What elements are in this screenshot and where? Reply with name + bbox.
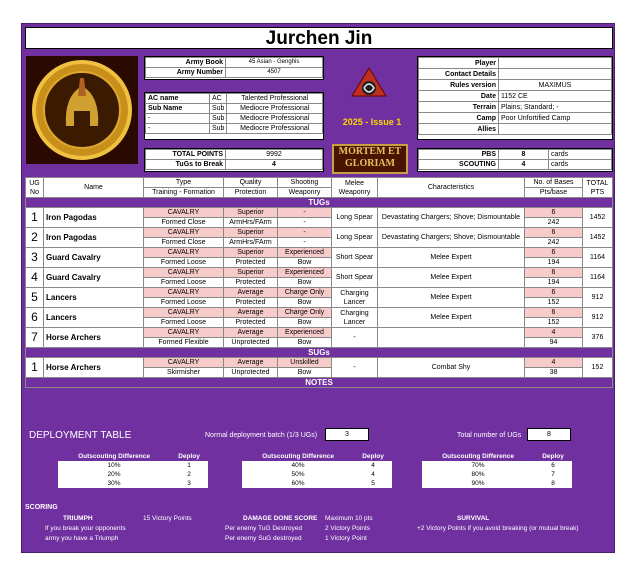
unit-total: 152 xyxy=(583,358,613,378)
ac-box xyxy=(144,92,324,140)
unit-type: CAVALRY xyxy=(144,268,224,278)
unit-name: Lancers xyxy=(44,308,144,328)
deployment-group xyxy=(58,452,208,488)
col-melee: Melee Weaponry xyxy=(332,178,378,198)
unit-total: 1452 xyxy=(583,228,613,248)
damage-title: DAMAGE DONE SCORE xyxy=(243,515,318,522)
unit-bases: 6 xyxy=(525,208,583,218)
unit-row xyxy=(26,308,613,318)
unit-row xyxy=(26,248,613,258)
spartan-helmet-logo xyxy=(26,56,138,164)
unit-row xyxy=(26,288,613,298)
deploy-value: 3 xyxy=(170,479,208,488)
deployment-group xyxy=(242,452,392,488)
points-box xyxy=(144,148,324,172)
col-bases2: Pts/base xyxy=(525,188,583,198)
info-value xyxy=(499,69,612,80)
ac-name: AC name xyxy=(146,94,210,104)
unit-pts-per-base: 152 xyxy=(525,298,583,308)
info-row xyxy=(419,124,612,135)
info-label: Allies xyxy=(419,124,499,135)
ac-row xyxy=(146,104,323,114)
unit-formation: Formed Loose xyxy=(144,278,224,288)
deployment-row xyxy=(58,479,208,488)
batch-label: Normal deployment batch (1/3 UGs) xyxy=(205,432,318,439)
unit-protection: Unprotected xyxy=(224,338,278,348)
deployment-row xyxy=(422,461,572,470)
col-name: Name xyxy=(44,178,144,198)
pbs-unit: cards xyxy=(549,150,612,160)
unit-total: 1452 xyxy=(583,208,613,228)
info-row xyxy=(419,58,612,69)
unit-row xyxy=(26,208,613,218)
army-book-value: 45 Asian - Genghis xyxy=(226,58,323,68)
survival-title: SURVIVAL xyxy=(457,515,490,522)
unit-melee: Long Spear xyxy=(332,208,378,228)
unit-shooting: Experienced xyxy=(278,328,332,338)
ac-name: - xyxy=(146,114,210,124)
unit-total: 912 xyxy=(583,308,613,328)
outscouting-value: 30% xyxy=(58,479,170,488)
unit-characteristics: Melee Expert xyxy=(378,288,525,308)
unit-number: 3 xyxy=(26,248,44,268)
deployment-row xyxy=(242,470,392,479)
deployment-row xyxy=(422,479,572,488)
ac-name: - xyxy=(146,124,210,134)
unit-weaponry: Bow xyxy=(278,298,332,308)
outscouting-value: 50% xyxy=(242,470,354,479)
unit-melee: Charging Lancer xyxy=(332,288,378,308)
outscouting-value: 70% xyxy=(422,461,534,470)
ac-quality: Talented Professional xyxy=(227,94,323,104)
ac-quality: Mediocre Professional xyxy=(227,124,323,134)
deployment-row xyxy=(242,479,392,488)
unit-melee: Charging Lancer xyxy=(332,308,378,328)
total-ugs-value: 8 xyxy=(527,428,571,441)
cards-box xyxy=(417,148,613,172)
outscouting-header: Outscouting Difference xyxy=(422,452,534,461)
info-row xyxy=(419,91,612,102)
col-quality2: Protection xyxy=(224,188,278,198)
unit-bases: 6 xyxy=(525,308,583,318)
info-label: Player xyxy=(419,58,499,69)
unit-formation: Formed Loose xyxy=(144,318,224,328)
mortem-emblem-icon xyxy=(350,66,388,106)
unit-quality: Superior xyxy=(224,248,278,258)
unit-quality: Average xyxy=(224,308,278,318)
unit-melee: - xyxy=(332,358,378,378)
unit-shooting: Experienced xyxy=(278,248,332,258)
unit-number: 4 xyxy=(26,268,44,288)
unit-weaponry: Bow xyxy=(278,258,332,268)
unit-number: 5 xyxy=(26,288,44,308)
unit-weaponry: - xyxy=(278,218,332,228)
info-label: Date xyxy=(419,91,499,102)
outscouting-value: 40% xyxy=(242,461,354,470)
col-char: Characteristics xyxy=(378,178,525,198)
deployment-title: DEPLOYMENT TABLE xyxy=(29,430,132,441)
unit-formation: Formed Close xyxy=(144,218,224,228)
unit-shooting: - xyxy=(278,228,332,238)
unit-row xyxy=(26,228,613,238)
batch-value: 3 xyxy=(325,428,369,441)
info-value: Poor Unfortified Camp xyxy=(499,113,612,124)
unit-characteristics: Devastating Chargers; Shove; Dismountable xyxy=(378,208,525,228)
unit-quality: Average xyxy=(224,358,278,368)
info-label: Contact Details xyxy=(419,69,499,80)
unit-characteristics: Devastating Chargers; Shove; Dismountable xyxy=(378,228,525,248)
unit-protection: ArmHrs/FArm xyxy=(224,238,278,248)
info-label: Camp xyxy=(419,113,499,124)
info-value xyxy=(499,124,612,135)
deploy-value: 8 xyxy=(534,479,572,488)
damage-line-2: Per enemy SuG destroyed xyxy=(225,535,302,542)
mortem-logo-text: MORTEM ET GLORIAM xyxy=(338,146,402,169)
unit-total: 1164 xyxy=(583,248,613,268)
outscouting-value: 20% xyxy=(58,470,170,479)
unit-name: Horse Archers xyxy=(44,328,144,348)
unit-number: 1 xyxy=(26,358,44,378)
unit-melee: Short Spear xyxy=(332,248,378,268)
unit-type: CAVALRY xyxy=(144,248,224,258)
info-label: Terrain xyxy=(419,102,499,113)
ac-row xyxy=(146,114,323,124)
deploy-value: 4 xyxy=(354,470,392,479)
unit-name: Iron Pagodas xyxy=(44,228,144,248)
ac-row xyxy=(146,124,323,134)
unit-type: CAVALRY xyxy=(144,328,224,338)
unit-bases: 6 xyxy=(525,288,583,298)
unit-name: Guard Cavalry xyxy=(44,248,144,268)
tugs-to-break-value: 4 xyxy=(226,160,323,170)
unit-weaponry: Bow xyxy=(278,278,332,288)
deployment-group xyxy=(422,452,572,488)
unit-quality: Superior xyxy=(224,208,278,218)
info-value: MAXIMUS xyxy=(499,80,612,91)
scouting-value: 4 xyxy=(499,160,549,170)
triumph-title: TRIUMPH xyxy=(63,515,93,522)
info-value: 1152 CE xyxy=(499,91,612,102)
deployment-row xyxy=(242,461,392,470)
col-shooting2: Weaponry xyxy=(278,188,332,198)
unit-total: 376 xyxy=(583,328,613,348)
unit-number: 7 xyxy=(26,328,44,348)
unit-weaponry: Bow xyxy=(278,338,332,348)
unit-melee: Short Spear xyxy=(332,268,378,288)
page-title: Jurchen Jin xyxy=(25,27,613,49)
damage-line-1: Per enemy TuG Destroyed xyxy=(225,525,302,532)
unit-bases: 6 xyxy=(525,268,583,278)
army-book-box xyxy=(144,56,324,80)
outscouting-value: 90% xyxy=(422,479,534,488)
unit-quality: Average xyxy=(224,288,278,298)
unit-number: 2 xyxy=(26,228,44,248)
col-total: TOTAL PTS xyxy=(583,178,613,198)
triumph-line-2: army you have a Triumph xyxy=(45,535,119,542)
deploy-header: Deploy xyxy=(354,452,392,461)
unit-shooting: Experienced xyxy=(278,268,332,278)
unit-pts-per-base: 242 xyxy=(525,218,583,228)
unit-characteristics: Melee Expert xyxy=(378,308,525,328)
unit-formation: Formed Loose xyxy=(144,258,224,268)
notes-section-title: NOTES xyxy=(26,378,613,388)
pbs-label: PBS xyxy=(419,150,499,160)
unit-protection: Protected xyxy=(224,298,278,308)
unit-quality: Average xyxy=(224,328,278,338)
unit-melee: - xyxy=(332,328,378,348)
unit-pts-per-base: 152 xyxy=(525,318,583,328)
ac-quality: Mediocre Professional xyxy=(227,114,323,124)
ac-type: AC xyxy=(210,94,227,104)
deploy-value: 6 xyxy=(534,461,572,470)
unit-shooting: Charge Only xyxy=(278,308,332,318)
unit-bases: 4 xyxy=(525,328,583,338)
unit-quality: Superior xyxy=(224,268,278,278)
unit-pts-per-base: 194 xyxy=(525,258,583,268)
col-shooting: Shooting xyxy=(278,178,332,188)
ac-quality: Mediocre Professional xyxy=(227,104,323,114)
tugs-section-title: TUGs xyxy=(26,198,613,208)
info-row xyxy=(419,102,612,113)
outscouting-value: 80% xyxy=(422,470,534,479)
deploy-value: 1 xyxy=(170,461,208,470)
deploy-value: 7 xyxy=(534,470,572,479)
unit-melee: Long Spear xyxy=(332,228,378,248)
unit-bases: 6 xyxy=(525,228,583,238)
info-row xyxy=(419,80,612,91)
info-value xyxy=(499,58,612,69)
unit-formation: Skirmisher xyxy=(144,368,224,378)
outscouting-value: 10% xyxy=(58,461,170,470)
damage-max: Maximum 10 pts xyxy=(325,515,373,522)
unit-type: CAVALRY xyxy=(144,288,224,298)
outscouting-header: Outscouting Difference xyxy=(58,452,170,461)
total-ugs-label: Total number of UGs xyxy=(457,432,522,439)
unit-formation: Formed Flexible xyxy=(144,338,224,348)
unit-formation: Formed Close xyxy=(144,238,224,248)
unit-formation: Formed Loose xyxy=(144,298,224,308)
deploy-header: Deploy xyxy=(170,452,208,461)
unit-weaponry: Bow xyxy=(278,318,332,328)
triumph-line-1: If you break your opponents xyxy=(45,525,126,532)
damage-value-1: 2 Victory Points xyxy=(325,525,371,532)
deploy-value: 4 xyxy=(354,461,392,470)
survival-text: +2 Victory Points if you avoid breaking (or mutual break) xyxy=(417,525,579,532)
deploy-value: 5 xyxy=(354,479,392,488)
col-type: Type xyxy=(144,178,224,188)
unit-quality: Superior xyxy=(224,228,278,238)
scouting-label: SCOUTING xyxy=(419,160,499,170)
ac-type: Sub xyxy=(210,124,227,134)
pbs-value: 8 xyxy=(499,150,549,160)
unit-name: Lancers xyxy=(44,288,144,308)
outscouting-value: 60% xyxy=(242,479,354,488)
unit-shooting: Unskilled xyxy=(278,358,332,368)
unit-protection: Protected xyxy=(224,258,278,268)
unit-total: 1164 xyxy=(583,268,613,288)
total-points-label: TOTAL POINTS xyxy=(146,150,226,160)
unit-table-container xyxy=(25,177,613,388)
ac-name: Sub Name xyxy=(146,104,210,114)
unit-type: CAVALRY xyxy=(144,208,224,218)
unit-protection: Protected xyxy=(224,278,278,288)
scoring-title: SCORING xyxy=(25,504,58,511)
unit-name: Guard Cavalry xyxy=(44,268,144,288)
col-ug: UG No xyxy=(26,178,44,198)
unit-shooting: Charge Only xyxy=(278,288,332,298)
unit-bases: 4 xyxy=(525,358,583,368)
info-row xyxy=(419,69,612,80)
damage-value-2: 1 Victory Point xyxy=(325,535,367,542)
unit-number: 6 xyxy=(26,308,44,328)
ac-type: Sub xyxy=(210,114,227,124)
deployment-row xyxy=(422,470,572,479)
unit-pts-per-base: 38 xyxy=(525,368,583,378)
issue-label: 2025 - Issue 1 xyxy=(342,117,402,127)
unit-row xyxy=(26,328,613,338)
unit-type: CAVALRY xyxy=(144,228,224,238)
unit-characteristics xyxy=(378,328,525,348)
unit-name: Horse Archers xyxy=(44,358,144,378)
unit-protection: Unprotected xyxy=(224,368,278,378)
unit-weaponry: Bow xyxy=(278,368,332,378)
unit-shooting: - xyxy=(278,208,332,218)
unit-row xyxy=(26,268,613,278)
unit-number: 1 xyxy=(26,208,44,228)
tugs-to-break-label: TuGs to Break xyxy=(146,160,226,170)
army-book-label: Army Book xyxy=(146,58,226,68)
sugs-section-title: SUGs xyxy=(26,348,613,358)
unit-characteristics: Combat Shy xyxy=(378,358,525,378)
ac-type: Sub xyxy=(210,104,227,114)
unit-bases: 6 xyxy=(525,248,583,258)
unit-weaponry: - xyxy=(278,238,332,248)
unit-pts-per-base: 94 xyxy=(525,338,583,348)
unit-type: CAVALRY xyxy=(144,308,224,318)
unit-pts-per-base: 242 xyxy=(525,238,583,248)
deploy-header: Deploy xyxy=(534,452,572,461)
scoring-section xyxy=(25,504,613,550)
info-row xyxy=(419,113,612,124)
info-box xyxy=(417,56,613,140)
mortem-et-gloriam-logo xyxy=(332,144,408,174)
info-label: Rules version xyxy=(419,80,499,91)
unit-protection: Protected xyxy=(224,318,278,328)
deployment-row xyxy=(58,470,208,479)
unit-name: Iron Pagodas xyxy=(44,208,144,228)
total-points-value: 9992 xyxy=(226,150,323,160)
col-quality: Quality xyxy=(224,178,278,188)
army-number-label: Army Number xyxy=(146,68,226,78)
unit-characteristics: Melee Expert xyxy=(378,268,525,288)
deployment-row xyxy=(58,461,208,470)
army-number-value: 4507 xyxy=(226,68,323,78)
unit-pts-per-base: 194 xyxy=(525,278,583,288)
unit-total: 912 xyxy=(583,288,613,308)
col-bases: No. of Bases xyxy=(525,178,583,188)
deploy-value: 2 xyxy=(170,470,208,479)
col-type2: Training - Formation xyxy=(144,188,224,198)
unit-characteristics: Melee Expert xyxy=(378,248,525,268)
scouting-unit: cards xyxy=(549,160,612,170)
info-value: Plains; Standard; - xyxy=(499,102,612,113)
ac-row xyxy=(146,94,323,104)
unit-type: CAVALRY xyxy=(144,358,224,368)
unit-row xyxy=(26,358,613,368)
triumph-points: 15 Victory Points xyxy=(143,515,192,522)
army-sheet xyxy=(21,23,615,553)
unit-protection: ArmHrs/FArm xyxy=(224,218,278,228)
outscouting-header: Outscouting Difference xyxy=(242,452,354,461)
